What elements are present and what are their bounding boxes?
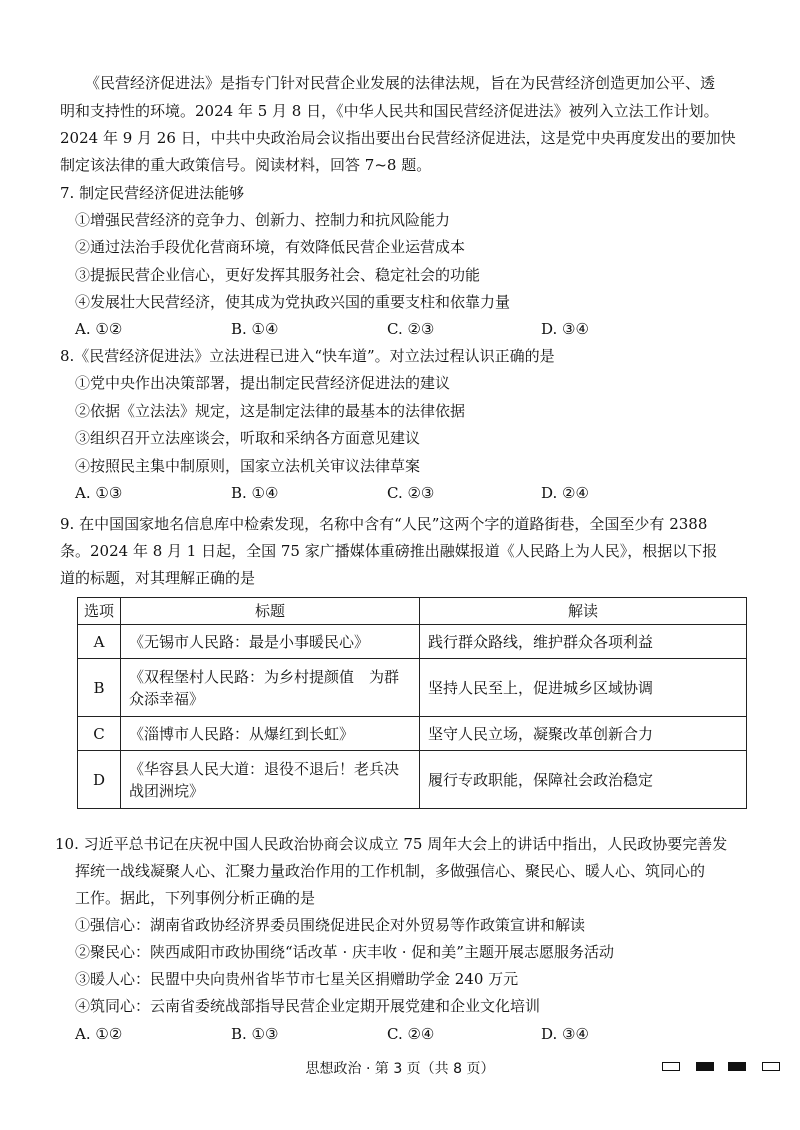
table-row — [78, 717, 747, 751]
row-option: B — [78, 659, 121, 717]
q10-statement: ②聚民心：陕西咸阳市政协围绕“话改革 · 庆丰收 · 促和美”主题开展志愿服务活动 — [75, 943, 614, 961]
q8-statement: ②依据《立法法》规定，这是制定法律的最基本的法律依据 — [75, 402, 466, 420]
q8-statement: ④按照民主集中制原则，国家立法机关审议法律草案 — [75, 457, 421, 475]
question-9-stem: 道的标题，对其理解正确的是 — [60, 569, 256, 587]
table-row — [78, 625, 747, 659]
q7-statement: ①增强民营经济的竞争力、创新力、控制力和抗风险能力 — [75, 211, 451, 229]
header-reading: 解读 — [420, 598, 747, 625]
row-reading: 坚守人民立场，凝聚改革创新合力 — [420, 717, 747, 751]
option-d[interactable]: D. ③④ — [541, 320, 589, 338]
row-reading: 坚持人民至上，促进城乡区域协调 — [420, 659, 747, 717]
row-option: A — [78, 625, 121, 659]
option-c[interactable]: C. ②④ — [387, 1025, 435, 1043]
row-option: D — [78, 751, 121, 809]
q10-statement: ④筑同心：云南省委统战部指导民营企业定期开展党建和企业文化培训 — [75, 997, 541, 1015]
hollow-mark-icon — [662, 1062, 680, 1071]
intro-line: 明和支持性的环境。2024 年 5 月 8 日，《中华人民共和国民营经济促进法》被列入立法工作计划。 — [60, 102, 719, 120]
q8-statement: ①党中央作出决策部署，提出制定民营经济促进法的建议 — [75, 374, 451, 392]
q9-table — [77, 597, 747, 809]
option-a[interactable]: A. ①② — [75, 1025, 123, 1043]
option-d[interactable]: D. ③④ — [541, 1025, 589, 1043]
filled-mark-icon — [728, 1062, 746, 1071]
header-option: 选项 — [78, 598, 121, 625]
row-option: C — [78, 717, 121, 751]
intro-line: 《民营经济促进法》是指专门针对民营企业发展的法律法规，旨在为民营经济创造更加公平、透 — [85, 74, 716, 92]
q7-statement: ④发展壮大民营经济，使其成为党执政兴国的重要支柱和依靠力量 — [75, 293, 511, 311]
table-row — [78, 751, 747, 809]
option-b[interactable]: B. ①④ — [231, 484, 279, 502]
row-title: 《双程堡村人民路：为乡村提颜值 为群众添幸福》 — [121, 659, 420, 717]
question-8-stem: 8.《民营经济促进法》立法进程已进入“快车道”。对立法过程认识正确的是 — [60, 347, 555, 365]
question-9-stem: 条。2024 年 8 月 1 日起，全国 75 家广播媒体重磅推出融媒报道《人民路上为人民》，根据以下报 — [60, 542, 718, 560]
table-header-row — [78, 598, 747, 625]
q10-statement: ①强信心：湖南省政协经济界委员围绕促进民企对外贸易等作政策宣讲和解读 — [75, 916, 586, 934]
row-title: 《无锡市人民路：最是小事暖民心》 — [121, 625, 420, 659]
intro-line: 2024 年 9 月 26 日，中共中央政治局会议指出要出台民营经济促进法，这是党中央再度发出的要加快 — [60, 129, 736, 147]
option-c[interactable]: C. ②③ — [387, 484, 435, 502]
intro-line: 制定该法律的重大政策信号。阅读材料，回答 7~8 题。 — [60, 156, 432, 174]
header-title: 标题 — [121, 598, 420, 625]
page-footer: 思想政治 · 第 3 页（共 8 页） — [305, 1061, 495, 1077]
table-row — [78, 659, 747, 717]
hollow-mark-icon — [762, 1062, 780, 1071]
row-reading: 践行群众路线，维护群众各项利益 — [420, 625, 747, 659]
q7-statement: ③提振民营企业信心，更好发挥其服务社会、稳定社会的功能 — [75, 266, 481, 284]
option-a[interactable]: A. ①② — [75, 320, 123, 338]
question-10-stem: 工作。据此，下列事例分析正确的是 — [75, 889, 316, 907]
q7-statement: ②通过法治手段优化营商环境，有效降低民营企业运营成本 — [75, 238, 466, 256]
registration-marks — [662, 1062, 782, 1074]
option-a[interactable]: A. ①③ — [75, 484, 123, 502]
question-10-stem: 10. 习近平总书记在庆祝中国人民政治协商会议成立 75 周年大会上的讲话中指出，人民政协要完善发 — [55, 835, 728, 853]
question-9-stem: 9. 在中国国家地名信息库中检索发现，名称中含有“人民”这两个字的道路街巷，全国至少有 2388 — [60, 515, 708, 533]
option-b[interactable]: B. ①③ — [231, 1025, 279, 1043]
question-10-stem: 挥统一战线凝聚人心、汇聚力量政治作用的工作机制，多做强信心、聚民心、暖人心、筑同心的 — [75, 862, 706, 880]
option-d[interactable]: D. ②④ — [541, 484, 589, 502]
row-title: 《华容县人民大道：退役不退后！老兵决战团洲垸》 — [121, 751, 420, 809]
option-b[interactable]: B. ①④ — [231, 320, 279, 338]
q8-statement: ③组织召开立法座谈会，听取和采纳各方面意见建议 — [75, 429, 421, 447]
option-c[interactable]: C. ②③ — [387, 320, 435, 338]
filled-mark-icon — [696, 1062, 714, 1071]
q10-statement: ③暖人心：民盟中央向贵州省毕节市七星关区捐赠助学金 240 万元 — [75, 970, 519, 988]
question-7-stem: 7. 制定民营经济促进法能够 — [60, 184, 245, 202]
row-reading: 履行专政职能，保障社会政治稳定 — [420, 751, 747, 809]
row-title: 《淄博市人民路：从爆红到长虹》 — [121, 717, 420, 751]
